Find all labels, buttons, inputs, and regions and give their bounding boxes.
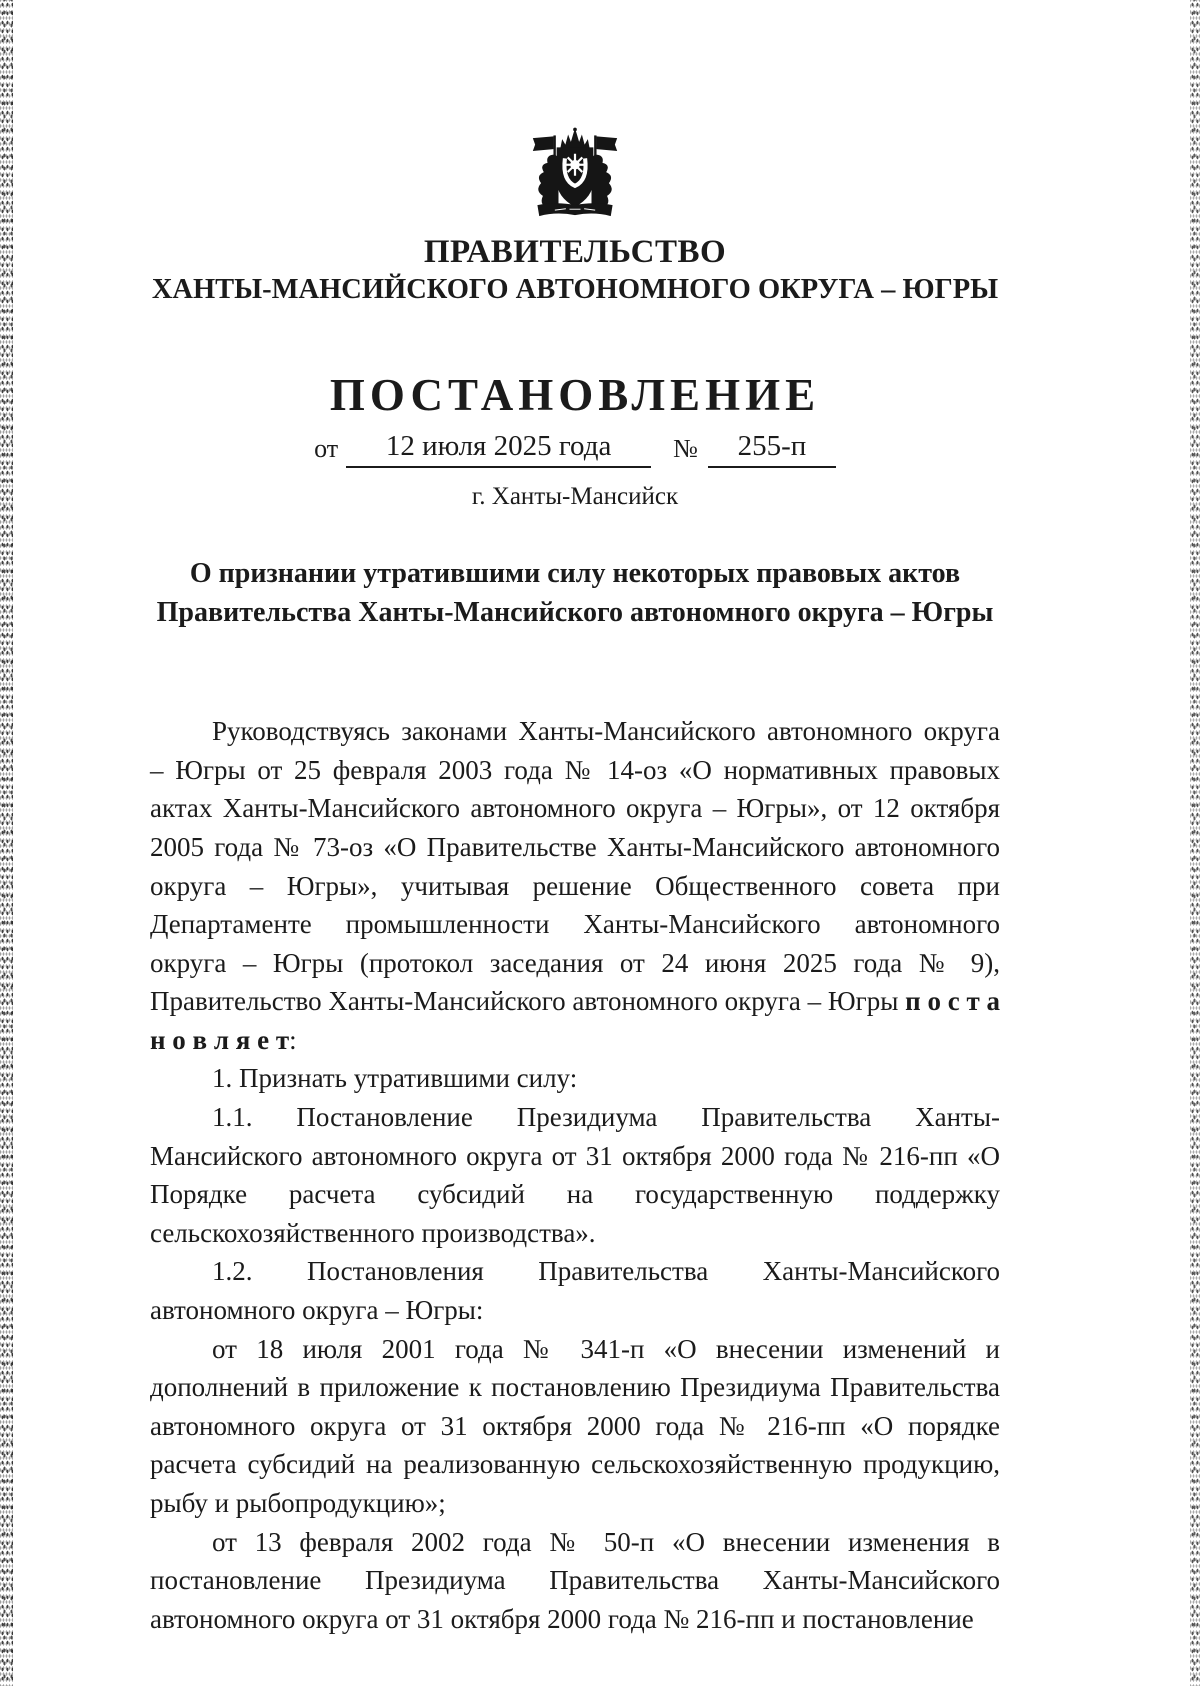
number-underline: [708, 428, 836, 468]
document-title-line1: О признании утратившими силу некоторых правовых актов: [189, 557, 961, 589]
paragraph: 1. Признать утратившими силу:: [212, 1063, 578, 1094]
paragraph: 1.1. Постановление Президиума Правительства Ханты-Мансийского автономного округа от 31 октября 2000 года № 216-пп «О Порядке расчета субсидий на государственную поддержку сельскохозяйственного производства».: [150, 1102, 1000, 1248]
scan-edge-noise-right: [1190, 0, 1200, 1686]
org-name-line1: ПРАВИТЕЛЬСТВО: [423, 234, 727, 270]
document-body: [150, 712, 1000, 1638]
document-type-heading: ПОСТАНОВЛЕНИЕ: [329, 369, 821, 420]
paragraph: от 18 июля 2001 года № 341-п «О внесении изменений и дополнений в приложение к постановлению Президиума Правительства автономного округа от 31 октября 2000 года № 216-пп «О порядке расчета субсидий на реализованную сельскохозяйственную продукцию, рыбу и рыбопродукцию»;: [150, 1333, 1000, 1519]
date-underline: [346, 428, 651, 468]
paragraph: от 13 февраля 2002 года № 50-п «О внесении изменения в постановление Президиума Правительства Ханты-Мансийского автономного округа от 31 октября 2000 года № 216-пп и постановление: [150, 1526, 1000, 1634]
document-title: [150, 555, 1000, 632]
coat-of-arms-icon: [150, 124, 1000, 224]
paragraph: 1.2. Постановления Правительства Ханты-Мансийского автономного округа – Югры:: [150, 1256, 1000, 1326]
paragraph: Руководствуясь законами Ханты-Мансийского автономного округа – Югры от 25 февраля 2003 года № 14-оз «О нормативных правовых актах Ханты-Мансийского автономного округа – Югры», от 12 октября 2005 года № 73-оз «О Правительстве Ханты-Мансийского автономного округа – Югры», учитывая решение Общественного совета при Департаменте промышленности Ханты-Мансийского автономного округа – Югры (протокол заседания от 24 июня 2025 года № 9), Правительство Ханты-Мансийского автономного округа – Югры п о с т а н о в л я е т:: [150, 716, 1001, 1055]
document-header: [150, 124, 1000, 307]
scan-edge-noise-left: [0, 0, 13, 1686]
date-number-row: [150, 428, 1000, 468]
date-value: 12 июля 2025 года: [385, 430, 612, 463]
date-prefix-label: от: [314, 434, 339, 464]
org-name-line2: ХАНТЫ-МАНСИЙСКОГО АВТОНОМНОГО ОКРУГА – ЮГРЫ: [151, 273, 999, 305]
document-title-line2: Правительства Ханты-Мансийского автономного округа – Югры: [156, 596, 994, 628]
document-content: [150, 0, 1000, 1638]
number-sign: №: [673, 434, 698, 464]
place-line: г. Ханты-Мансийск: [471, 482, 679, 510]
number-value: 255-п: [737, 430, 807, 463]
